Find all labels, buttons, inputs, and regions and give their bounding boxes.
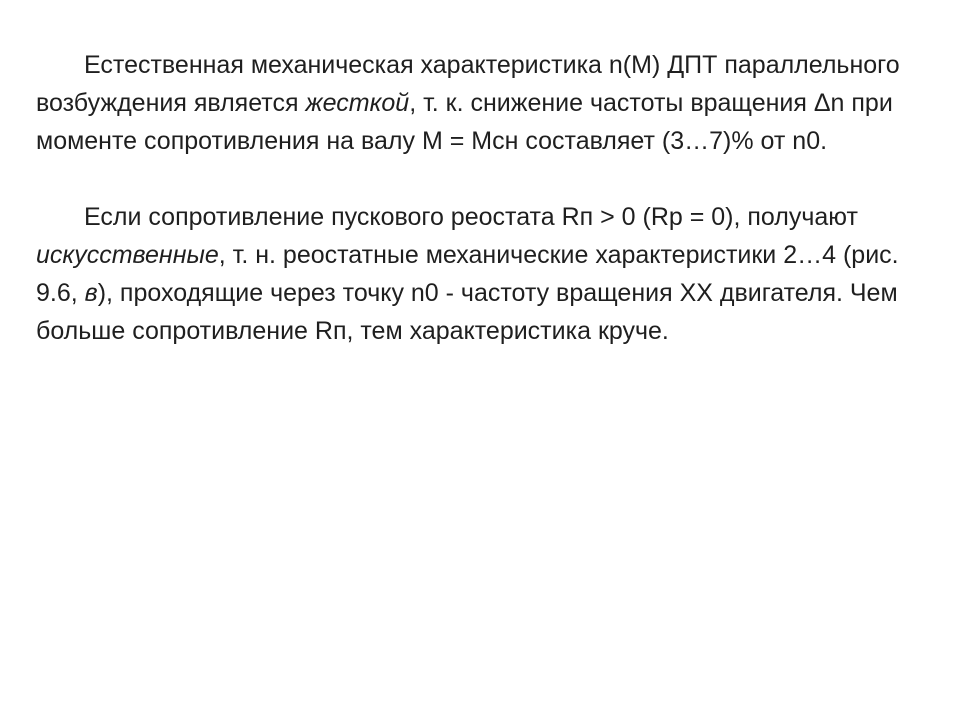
paragraph-2-text-start: Если сопротивление пускового реостата Rп > 0 (Rр = 0), получают: [84, 203, 858, 231]
paragraph-2-italic-term: искусственные: [36, 241, 219, 269]
paragraph-2-text-middle: , т. н. реостатные механические характеристики 2…4 (рис. 9.6,: [36, 241, 899, 307]
paragraph-natural-characteristic: [36, 46, 916, 160]
paragraph-2-text-end: ), проходящие через точку n0 - частоту вращения ХХ двигателя. Чем больше сопротивление Rп, тем характеристика круче.: [36, 279, 898, 345]
paragraph-1-italic-term: жесткой: [305, 89, 410, 117]
paragraph-artificial-characteristics: [36, 198, 916, 350]
paragraph-1-text-start: Естественная механическая характеристика n(M) ДПТ параллельного возбуждения является: [36, 51, 900, 117]
paragraph-1-text-end: , т. к. снижение частоты вращения Δn при моменте сопротивления на валу M = Mсн составляет (3…7)% от n0.: [36, 89, 893, 155]
slide-body: [36, 46, 916, 350]
paragraph-2-italic-figure-ref: в: [84, 279, 98, 307]
